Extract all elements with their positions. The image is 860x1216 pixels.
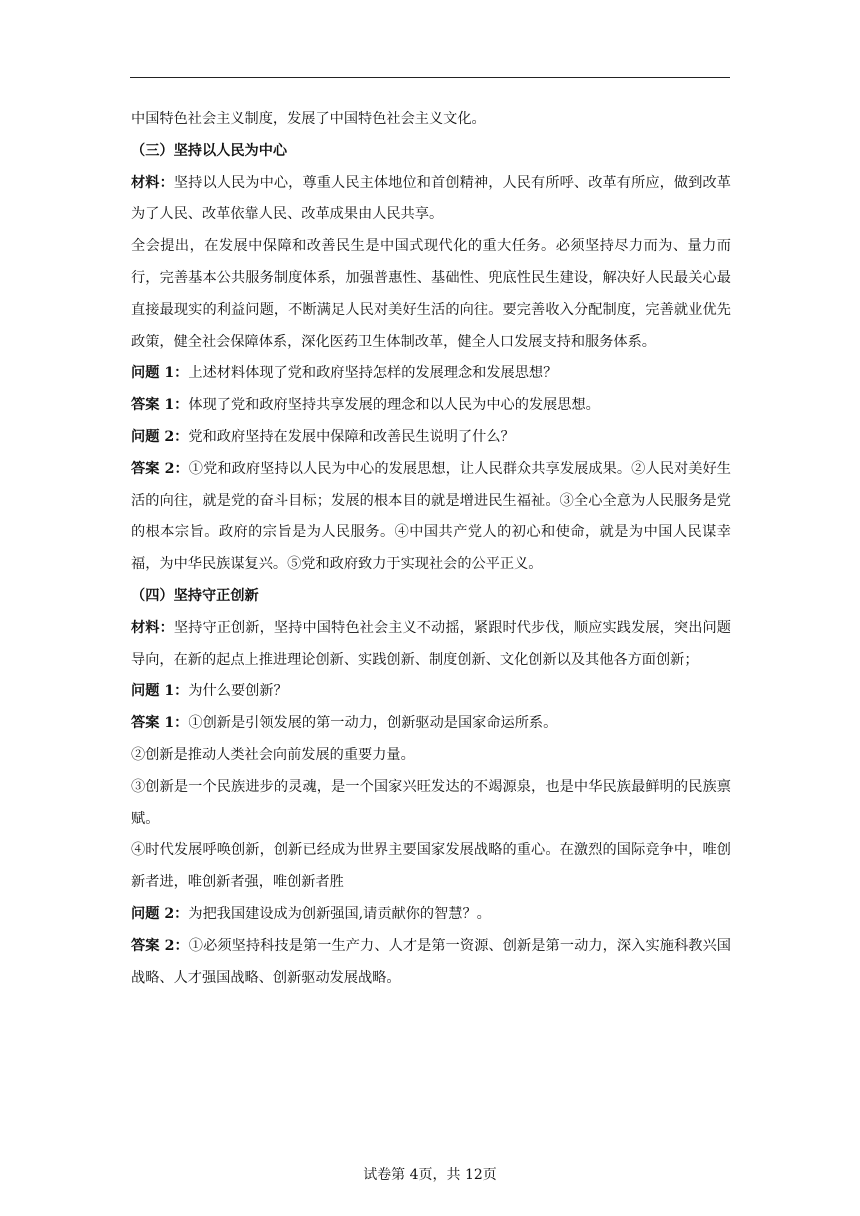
answer-paragraph: 答案 1：①创新是引领发展的第一动力，创新驱动是国家命运所系。 (131, 715, 558, 732)
paragraph: ②创新是推动人类社会向前发展的重要力量。 (131, 746, 415, 763)
paragraph: 全会提出，在发展中保障和改善民生是中国式现代化的重大任务。必须坚持尽力而为、量力而行，完善基本公共服务制度体系，加强普惠性、基础性、兜底性民生建设，解决好人民最关心最直接最现实的利益问题，不断满足人民对美好生活的向往。要完善收入分配制度，完善就业优先政策，健全社会保障体系，深化医药卫生体制改革，健全人口发展支持和服务体系。 (131, 238, 731, 350)
question-paragraph: 问题 2：为把我国建设成为创新强国,请贡献你的智慧？。 (131, 905, 491, 922)
section-heading: （四）坚持守正创新 (131, 587, 259, 604)
material-paragraph: 材料：坚持守正创新，坚持中国特色社会主义不动摇，紧跟时代步伐，顺应实践发展，突出问题导向，在新的起点上推进理论创新、实践创新、制度创新、文化创新以及其他各方面创新； (131, 619, 731, 668)
question-paragraph: 问题 1：为什么要创新？ (131, 683, 288, 700)
question-paragraph: 问题 2：党和政府坚持在发展中保障和改善民生说明了什么？ (131, 428, 515, 445)
page-footer: 试卷第 4页，共 12页 (363, 1167, 497, 1183)
paragraph: 中国特色社会主义制度，发展了中国特色社会主义文化。 (131, 111, 486, 127)
header-rule (130, 77, 730, 78)
paragraph: ④时代发展呼唤创新，创新已经成为世界主要国家发展战略的重心。在激烈的国际竞争中，唯创新者进，唯创新者强，唯创新者胜 (131, 842, 731, 891)
section-heading: （三）坚持以人民为中心 (131, 142, 288, 159)
answer-paragraph: 答案 2：①党和政府坚持以人民为中心的发展思想，让人民群众共享发展成果。②人民对美好生活的向往，就是党的奋斗目标；发展的根本目的就是增进民生福祉。③全心全意为人民服务是党的根本宗旨。政府的宗旨是为人民服务。④中国共产党人的初心和使命，就是为中国人民谋幸福，为中华民族谋复兴。⑤党和政府致力于实现社会的公平正义。 (131, 460, 731, 573)
paragraph: ③创新是一个民族进步的灵魂，是一个国家兴旺发达的不竭源泉，也是中华民族最鲜明的民族禀赋。 (131, 778, 731, 827)
answer-paragraph: 答案 2：①必须坚持科技是第一生产力、人才是第一资源、创新是第一动力，深入实施科教兴国战略、人才强国战略、创新驱动发展战略。 (131, 937, 731, 986)
material-paragraph: 材料：坚持以人民为中心，尊重人民主体地位和首创精神，人民有所呼、改革有所应，做到改革为了人民、改革依靠人民、改革成果由人民共享。 (131, 174, 731, 223)
document-body (131, 104, 731, 994)
answer-paragraph: 答案 1：体现了党和政府坚持共享发展的理念和以人民为中心的发展思想。 (131, 397, 600, 414)
question-paragraph: 问题 1：上述材料体现了党和政府坚持怎样的发展理念和发展思想？ (131, 365, 558, 382)
